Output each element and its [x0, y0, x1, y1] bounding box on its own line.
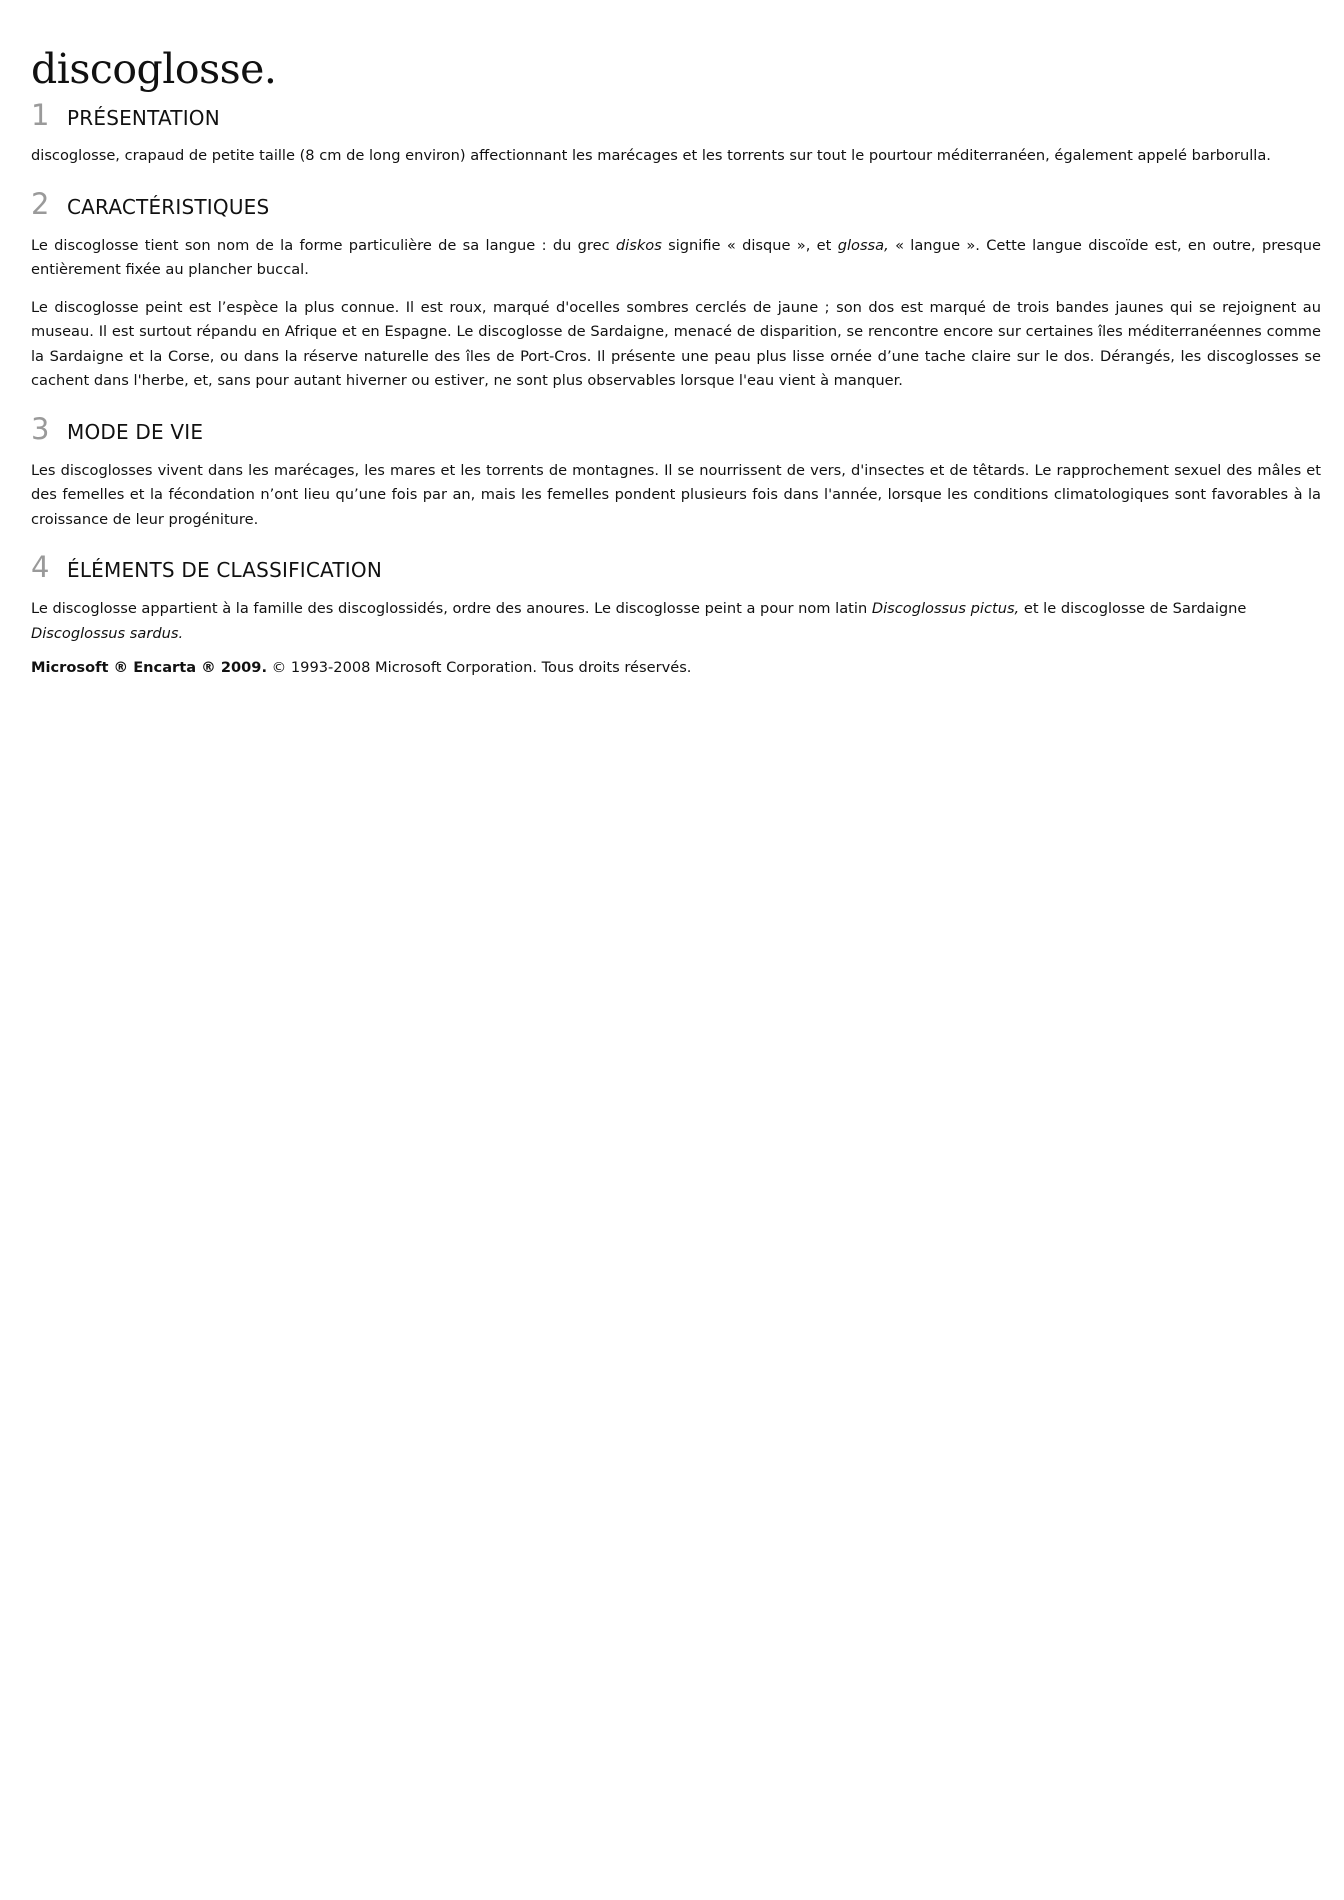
- paragraph: Le discoglosse peint est l’espèce la plus connue. Il est roux, marqué d'ocelles sombres cerclés de jaune ; son dos est marqué de trois bandes jaunes qui se rejoignent au museau. Il est surtout répandu en Afrique et en Espagne. Le discoglosse de Sardaigne, menacé de disparition, se rencontre encore sur certaines îles méditerranéennes comme la Sardaigne et la Corse, ou dans la réserve naturelle des îles de Port-Cros. Il présente une peau plus lisse ornée d’une tache claire sur le dos. Dérangés, les discoglosses se cachent dans l'herbe, et, sans pour autant hiverner ou estiver, ne sont plus observables lorsque l'eau vient à manquer.: [31, 298, 1321, 389]
- paragraph: discoglosse, crapaud de petite taille (8 cm de long environ) affectionnant les marécages et les torrents sur tout le pourtour méditerranéen, également appelé barborulla.: [31, 147, 1271, 164]
- paragraph: [31, 234, 1321, 283]
- text-run: signifie « disque », et: [661, 236, 838, 254]
- section-title: PRÉSENTATION: [67, 106, 220, 130]
- section-number: 4: [31, 550, 50, 584]
- italic-term: diskos: [615, 236, 662, 254]
- copyright-text: © 1993-2008 Microsoft Corporation. Tous droits réservés.: [267, 659, 692, 676]
- text-run: Le discoglosse appartient à la famille des discoglossidés, ordre des anoures. Le discoglosse peint a pour nom latin: [31, 600, 872, 617]
- source-title: Microsoft ® Encarta ® 2009.: [31, 659, 267, 676]
- section-title: MODE DE VIE: [67, 419, 204, 444]
- document-title: discoglosse.: [31, 45, 277, 93]
- section-title: ÉLÉMENTS DE CLASSIFICATION: [67, 558, 382, 582]
- paragraph: Les discoglosses vivent dans les marécages, les mares et les torrents de montagnes. Il se nourrissent de vers, d'insectes et de têtards. Le rapprochement sexuel des mâles et des femelles et la fécondation n’ont lieu qu’une fois par an, mais les femelles pondent plusieurs fois dans l'année, lorsque les conditions climatologiques sont favorables à la croissance de leur progéniture.: [31, 461, 1321, 528]
- italic-term: glossa,: [837, 236, 889, 254]
- section-number: 1: [31, 98, 50, 132]
- text-run: Le discoglosse tient son nom de la forme particulière de sa langue : du grec: [31, 236, 616, 254]
- section-heading-presentation: [31, 98, 1321, 132]
- document-page: [31, 42, 1321, 681]
- section-heading-classification: [31, 550, 1321, 584]
- text-run: « langue ». Cette langue discoïde est, en outre, presque entièrement fixée au plancher buccal.: [31, 236, 1321, 278]
- section-heading-caracteristiques: [31, 187, 1321, 221]
- italic-term: Discoglossus pictus,: [871, 600, 1020, 617]
- italic-term: Discoglossus sardus.: [31, 624, 184, 642]
- section-number: 2: [31, 186, 50, 221]
- text-run: et le discoglosse de Sardaigne: [1019, 600, 1247, 617]
- paragraph: [31, 597, 1321, 646]
- copyright-line: [31, 656, 1321, 681]
- section-number: 3: [31, 411, 50, 446]
- section-title: CARACTÉRISTIQUES: [67, 194, 270, 219]
- section-heading-mode-de-vie: [31, 412, 1321, 446]
